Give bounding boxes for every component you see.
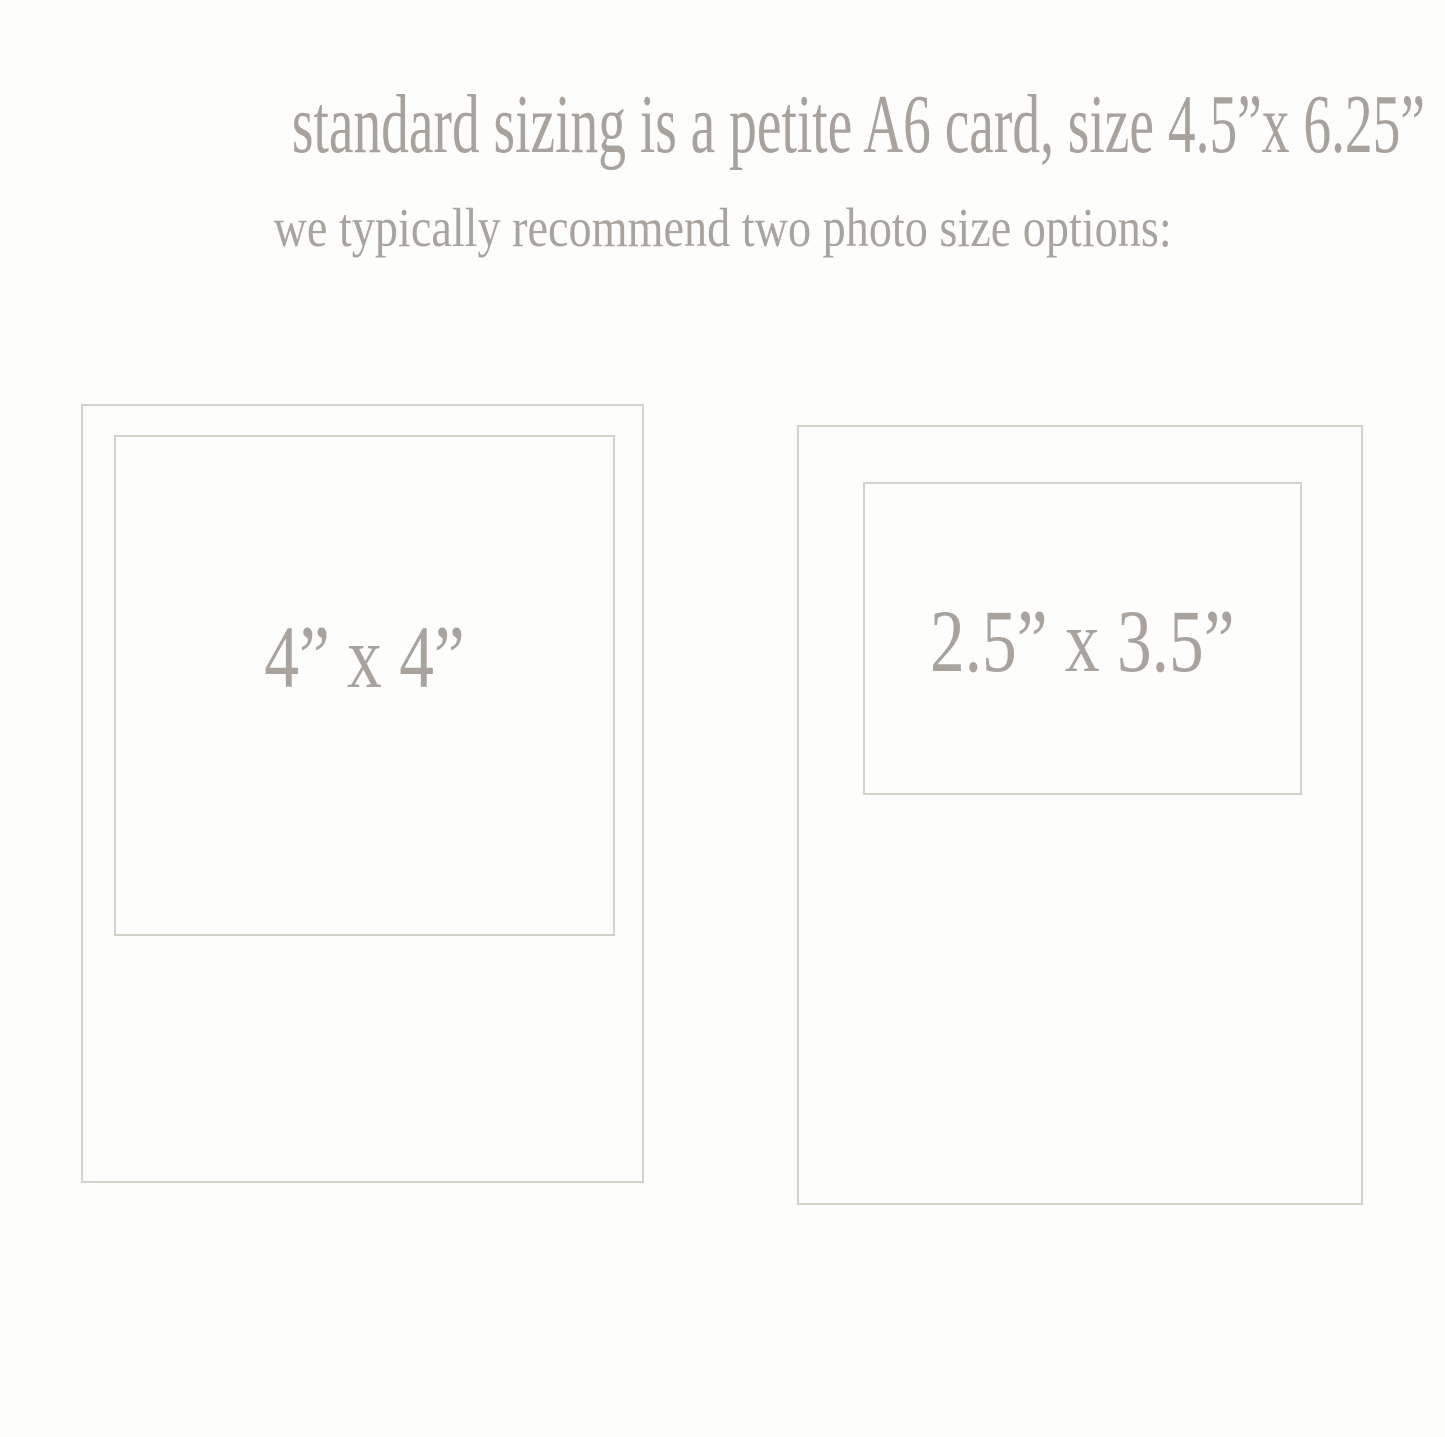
page-subtitle-text: we typically recommend two photo size options:	[273, 197, 1172, 258]
page-title-text: standard sizing is a petite A6 card, size 4.5”x 6.25”	[291, 78, 1425, 171]
card-outline-option-2	[797, 425, 1363, 1205]
photo-area-4x4	[114, 435, 615, 936]
page-subtitle	[0, 197, 1445, 258]
page-title	[0, 78, 1445, 171]
photo-area-2-5x3-5	[863, 482, 1302, 795]
photo-size-label-2-5x3-5: 2.5” x 3.5”	[930, 593, 1235, 691]
card-outline-option-1	[81, 404, 644, 1183]
photo-size-label-4x4: 4” x 4”	[264, 609, 465, 707]
